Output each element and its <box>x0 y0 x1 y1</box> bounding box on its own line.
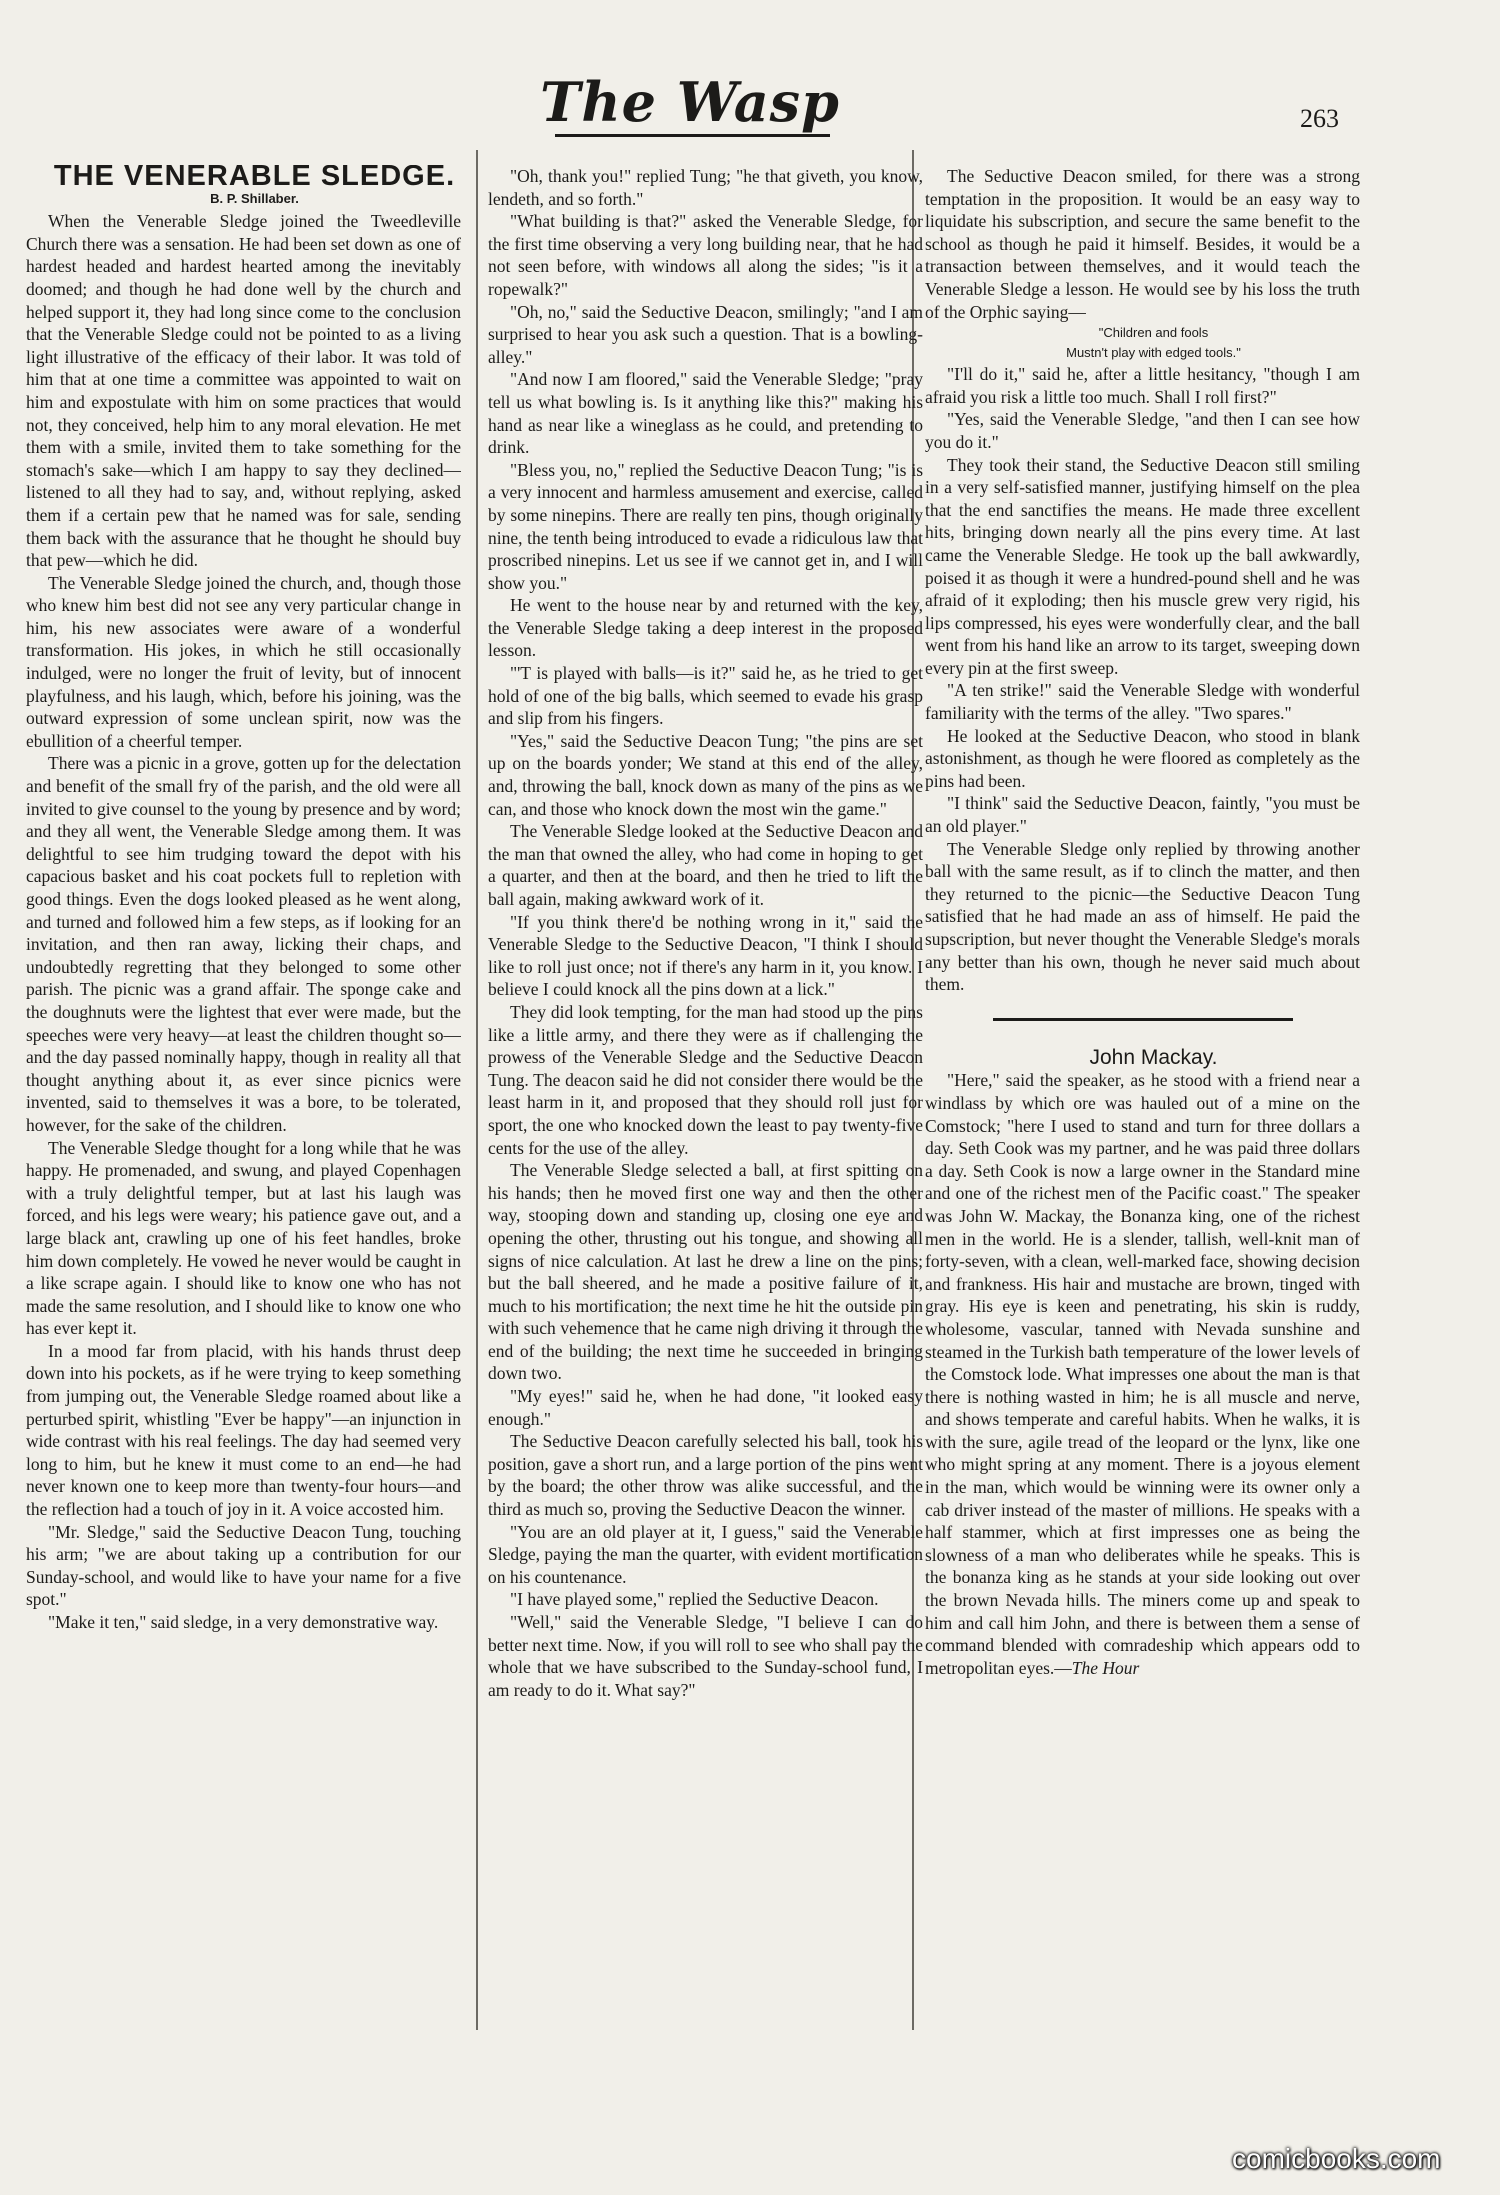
paragraph: The Venerable Sledge selected a ball, at first spitting on his hands; then he moved first one way and then the other way, stooping down and standing up, closing one eye and opening the other, thrusting out his tongue, and showing all signs of nice calculation. At last he drew a line on the pins; but the ball sheered, and he made a positive failure of it, much to his mortification; the next time he hit the outside pin with such vehemence that he came nigh driving it through the end of the building; the next time he succeeded in bringing down two. <box>488 1160 923 1384</box>
paragraph: "Bless you, no," replied the Seductive Deacon Tung; "is is a very innocent and harmless amusement and exercise, called by some ninepins. There are really ten pins, though originally nine, the tenth being introduced to evade a ridiculous law that proscribed ninepins. Let us see if we cannot get in, and I will show you." <box>488 459 923 593</box>
paragraph: "I'll do it," said he, after a little hesitancy, "though I am afraid you risk a little too much. Shall I roll first?" <box>925 364 1360 407</box>
paragraph: He went to the house near by and returned with the key, the Venerable Sledge taking a deep interest in the proposed lesson. <box>488 595 923 661</box>
paragraph: They did look tempting, for the man had stood up the pins like a little army, and there they were as if challenging the prowess of the Venerable Sledge and the Seductive Deacon Tung. The deacon said he did not consider there would be the least harm in it, and proposed that they should roll just for sport, the one who knocked down the least to pay twenty-five cents for the use of the alley. <box>488 1001 923 1158</box>
paragraph: "My eyes!" said he, when he had done, "it looked easy enough." <box>488 1386 923 1429</box>
column-divider-1 <box>476 150 478 2030</box>
paragraph: The Venerable Sledge thought for a long while that he was happy. He promenaded, and swung, and played Copenhagen with a truly delightful temper, but at last his laugh was forced, and his legs were weary; his patience gave out, and a large black ant, crawling up one of his feet handles, broke him down completely. He vowed he never would be caught in a like scrape again. I should like to know one who has not made the same resolution, and I should like to know one who has ever kept it. <box>26 1137 461 1339</box>
paragraph <box>925 1069 1360 1679</box>
paragraph: In a mood far from placid, with his hands thrust deep down into his pockets, as if he were trying to keep something from jumping out, the Venerable Sledge roamed about like a perturbed spirit, whistling "Ever be happy"—an injunction in wide contrast with his real feelings. The day had seemed very long to him, but he knew it must come to an end—he had never known one to keep more than twenty-four hours—and the reflection had a touch of joy in it. A voice accosted him. <box>26 1340 461 1520</box>
paragraph: "And now I am floored," said the Venerable Sledge; "pray tell us what bowling is. Is it anything like this?" making his hand as near like a wineglass as he could, and pretending to drink. <box>488 369 923 458</box>
paragraph: "What building is that?" asked the Venerable Sledge, for the first time observing a very long building near, that he had not seen before, with windows all along the sides; "is it a ropewalk?" <box>488 211 923 299</box>
paragraph: "Oh, thank you!" replied Tung; "he that giveth, you know, lendeth, and so forth." <box>488 166 923 209</box>
paragraph: The Venerable Sledge looked at the Seductive Deacon and the man that owned the alley, who had come in hoping to get a quarter, and then at the board, and then he tried to lift the ball again, making awkward work of it. <box>488 821 923 909</box>
paragraph: "A ten strike!" said the Venerable Sledge with wonderful familiarity with the terms of the alley. "Two spares." <box>925 680 1360 724</box>
column-3 <box>925 165 1360 2035</box>
paragraph: "Oh, no," said the Seductive Deacon, smilingly; "and I am surprised to hear you ask such a question. That is a bowling-alley." <box>488 301 923 367</box>
paragraph: "'T is played with balls—is it?" said he, as he tried to get hold of one of the big balls, which seemed to evade his grasp and slip from his fingers. <box>488 663 923 729</box>
article-title: John Mackay. <box>1089 1045 1218 1069</box>
paragraph: "Yes, said the Venerable Sledge, "and then I can see how you do it." <box>925 409 1360 452</box>
paragraph: They took their stand, the Seductive Deacon still smiling in a very self-satisfied manner, justifying himself on the plea that the end sanctifies the means. He made three excellent hits, bringing down nearly all the pins every time. At last came the Venerable Sledge. He took up the ball awkwardly, poised it as though it were a hundred-pound shell and he was afraid of it exploding; then his muscle grew very rigid, his lips compressed, his eyes were wonderfully clear, and the ball went from his hand like an arrow to its target, sweeping down every pin at the first sweep. <box>925 454 1360 678</box>
source-credit: The Hour <box>1071 1657 1140 1678</box>
paragraph: "Mr. Sledge," said the Seductive Deacon Tung, touching his arm; "we are about taking up a contribution for our Sunday-school, and would like to have your name for a five spot." <box>26 1521 461 1610</box>
paragraph: When the Venerable Sledge joined the Tweedleville Church there was a sensation. He had been set down as one of hardest headed and hardest hearted among the inevitably doomed; and though he had done well by the church and helped support it, they had long since come to the conclusion that the Venerable Sledge could not be pointed to as a living light illustrative of the efficacy of their labor. It was told of him that at one time a committee was appointed to wait on him and expostulate with him on some practices that would not, they conceived, help him to any moral elevation. He met them with a smile, invited them to take something for the stomach's sake—which I am happy to say they declined—listened to all they had to say, and, without replying, asked them if a certain pew that he named was for sale, sending them back with the assurance that he thought he should buy that pew—which he did. <box>26 211 461 571</box>
paragraph: "If you think there'd be nothing wrong in it," said the Venerable Sledge to the Seductive Deacon, "I think I should like to roll just once; not if there's any harm in it, you know. I believe I could knock all the pins down at a lick." <box>488 911 923 1000</box>
paragraph: He looked at the Seductive Deacon, who stood in blank astonishment, as though he were floored as completely as the pins had been. <box>925 725 1360 791</box>
column-2 <box>488 165 923 2035</box>
paragraph: "You are an old player at it, I guess," said the Venerable Sledge, paying the man the quarter, with evident mortification on his countenance. <box>488 1521 923 1587</box>
article-divider <box>993 1018 1293 1021</box>
page-number: 263 <box>1300 104 1339 133</box>
paragraph: "Well," said the Venerable Sledge, "I believe I can do better next time. Now, if you will roll to see who shall pay the whole that we have subscribed to the Sunday-school fund, I am ready to do it. What say?" <box>488 1612 923 1700</box>
paragraph: The Seductive Deacon smiled, for there was a strong temptation in the proposition. It would be an easy way to liquidate his subscription, and secure the same benefit to the school as though he paid it himself. Besides, it would be a transaction between themselves, and it would teach the Venerable Sledge a lesson. He would see by his loss the truth of the Orphic saying— <box>925 166 1360 322</box>
paragraph: "I think" said the Seductive Deacon, faintly, "you must be an old player." <box>925 793 1360 837</box>
paragraph: "Yes," said the Seductive Deacon Tung; "the pins are set up on the boards yonder; We stand at this end of the alley, and, throwing the ball, knock down as many of the pins as we can, and those who knock down the most win the game." <box>488 730 923 819</box>
paragraph: There was a picnic in a grove, gotten up for the delectation and benefit of the small fry of the parish, and the old were all invited to give counsel to the young by presence and by word; and they all went, the Venerable Sledge among them. It was delightful to see him trudging toward the depot with his capacious basket and his coat pockets full to repletion with good things. Even the dogs looked pleased as he went along, and turned and followed him a few steps, as if looking for an invitation, and then ran away, licking their chaps, and undoubtedly regretting that they belonged to some other parish. The picnic was a grand affair. The sponge cake and the doughnuts were the lightest that ever were made, but the speeches were very heavy—at least the children thought so—and the day passed nominally happy, though in reality all that thought anything about it, as ever since picnics were invented, said to themselves it was a bore, to be tolerated, however, for the sake of the children. <box>26 753 461 1135</box>
paragraph: "Make it ten," said sledge, in a very demonstrative way. <box>48 1612 439 1632</box>
watermark-text: comicbooks.com <box>1232 2143 1441 2174</box>
paragraph: "I have played some," replied the Seductive Deacon. <box>510 1589 879 1610</box>
paragraph: The Seductive Deacon carefully selected his ball, took his position, gave a short run, and a large portion of the pins went by the board; the other throw was alike successful, and the third as much so, proving the Seductive Deacon the winner. <box>488 1431 923 1520</box>
column-1 <box>26 165 461 2035</box>
paragraph-text: "Here," said the speaker, as he stood with a friend near a windlass by which ore was hauled out of a mine on the Comstock; "here I used to stand and turn for three dollars a day. Seth Cook was my partner, and he was paid three dollars a day. Seth Cook is now a large owner in the Standard mine and one of the richest men of the Pacific coast." The speaker was John W. Mackay, the Bonanza king, one of the richest men in the world. He is a slender, tallish, well-knit man of forty-seven, with a clean, well-marked face, showing decision and frankness. His hair and mustache are brown, tinged with gray. His eye is keen and penetrating, his skin is ruddy, wholesome, vascular, tanned with Nevada sunshine and steamed in the Turkish bath temperature of the lower levels of the Comstock lode. What impresses one about the man is that there is nothing wasted in him; he is all muscle and nerve, and shows temperate and careful habits. When he walks, it is with the sure, agile tread of the leopard or the lynx, like one who might spring at any moment. There is a joyous element in the man, which would be winning were its owner only a cab driver instead of the master of millions. He speaks with a half stammer, which at first impresses one as being the slowness of a man who deliberates while he speaks. This is the bonanza king as he stands at your side looking out over the brown Nevada hills. The miners come up and speak to him and call him John, and there is between them a sense of command blended with comradeship which appears odd to metropolitan eyes.— <box>925 1070 1360 1678</box>
masthead-logo: The Wasp <box>540 70 840 134</box>
paragraph: The Venerable Sledge only replied by throwing another ball with the same result, as if to clinch the matter, and then they returned to the picnic—the Seductive Deacon Tung satisfied that he had made an ass of himself. He paid the supscription, but never thought the Venerable Sledge's morals any better than his own, though he never said much about them. <box>925 838 1360 995</box>
article-title: THE VENERABLE SLEDGE. <box>53 165 456 192</box>
verse-line: "Children and fools <box>1098 325 1209 341</box>
article-byline: B. P. Shillaber. <box>210 190 299 206</box>
masthead-underline <box>555 134 830 137</box>
paragraph: The Venerable Sledge joined the church, and, though those who knew him best did not see any very particular change in him, his new associates were aware of a wonderful transformation. His jokes, in which he still occasionally indulged, were no longer the fruit of levity, but of innocent playfulness, and his laugh, which, before his joining, was the outward expression of some unclean spirit, now was the ebullition of a cheerful temper. <box>26 572 461 751</box>
verse-line: Mustn't play with edged tools." <box>1066 345 1241 361</box>
